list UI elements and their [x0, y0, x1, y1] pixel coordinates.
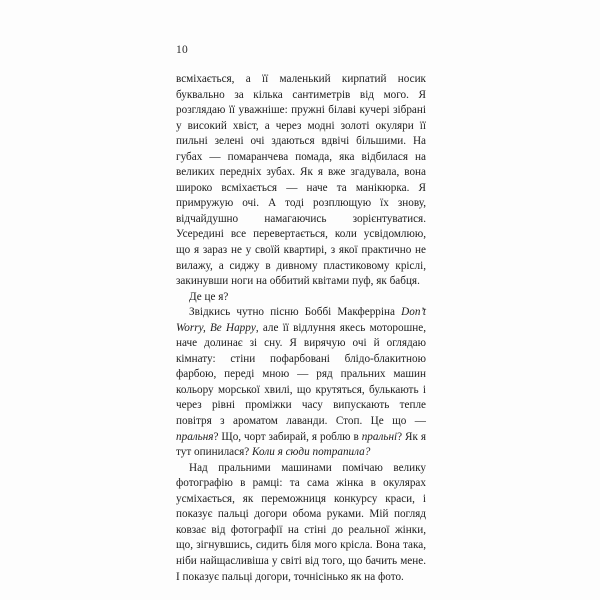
- paragraph-2-run-0: Де це я?: [189, 290, 229, 303]
- paragraph-3-run-4: ? Що, чорт забирай, я роблю в: [213, 430, 362, 443]
- body-text-column: [176, 72, 426, 585]
- paragraph-2: [176, 290, 426, 306]
- paragraph-1: [176, 72, 426, 290]
- paragraph-3-run-6: ? Як я тут опинилася?: [176, 430, 427, 459]
- paragraph-3: [176, 305, 426, 460]
- paragraph-4: [176, 461, 426, 585]
- paragraph-1-run-0: всміхається, а її маленький кирпатий носик буквально за кілька сантиметрів від мого. Я розглядаю її уважніше: пружні білаві кучері зібрані у високий хвіст, а через модні золоті окуляри її пильні зелені очі здаються вдвічі більшими. На губах — помаранчева помада, яка відбилася на великих передніх зубах. Як я вже згадувала, вона широко всміхається — наче та манікюрка. Я примружую очі. А тоді розплющую їх знову, відчайдушно намагаючись зорієнтуватися. Усередині все перевертається, коли усвідомлюю, що я зараз не у своїй квартирі, з якої практично не вилажу, а сиджу в дивному пластиковому кріслі, закинувши ноги на оббитий квітами пуф, як бабця.: [176, 73, 426, 288]
- paragraph-3-run-1: Don’t Worry, Be Happy: [176, 306, 426, 334]
- paragraph-4-run-0: Над пральними машинами помічаю велику фотографію в рамці: та сама жінка в окулярах усміхається, як переможниця конкурсу краси, і показує пальці догори обома руками. Мій погляд ковзає від фотографії на стіні до реальної жінки, що, зігнувшись, сидить біля мого крісла. Вона така, ніби найщасливіша у світі від того, що бачить мене. І показує пальці догори, точнісінько як на фото.: [176, 461, 426, 583]
- paragraph-3-run-2: , але її відлуння якесь моторошне, наче долинає зі сну. Я вирячую очі й оглядаю кімнату: стіни пофарбовані блідо-блакитною фарбою, переді мною — ряд пральних машин кольору морської хвилі, що крутяться, булькають і через рівні проміжки часу випускають тепле повітря з ароматом лаванди. Стоп. Це що —: [176, 321, 426, 428]
- paragraph-3-run-3: пральня: [176, 430, 214, 443]
- paragraph-3-run-7: Коли я сюди потрапила?: [252, 446, 371, 459]
- paragraph-3-run-5: пральні: [361, 430, 398, 443]
- paragraph-3-run-0: Звідкись чутно пісню Боббі Макферріна: [189, 306, 402, 319]
- page-number: 10: [176, 44, 189, 56]
